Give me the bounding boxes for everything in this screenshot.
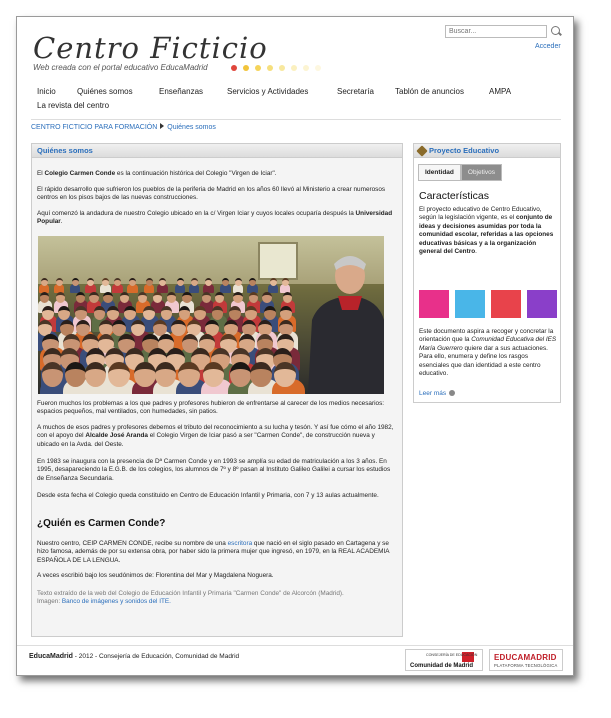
- browser-page: [16, 16, 574, 676]
- audience-head: [262, 292, 271, 303]
- audience-head: [194, 306, 206, 320]
- audience-head: [94, 306, 106, 320]
- arrow-circle-icon: [449, 390, 455, 396]
- color-swatches: [419, 290, 557, 318]
- dot: [231, 65, 237, 71]
- text: Imagen:: [37, 598, 62, 605]
- audience-head: [108, 362, 129, 387]
- breadcrumb: [31, 123, 216, 131]
- audience-head: [264, 306, 276, 320]
- bold-text: conjunto de ideas y decisiones asumidas por toda la comunidad escolar, referidas a las opciones educativas básicas y a la organización general del Centro: [419, 214, 554, 256]
- nav-item-revista[interactable]: La revista del centro: [37, 101, 110, 110]
- audience-head: [235, 278, 242, 286]
- audience-head: [65, 362, 86, 387]
- dot: [303, 65, 309, 71]
- logo-big-text: Comunidad de Madrid: [410, 663, 473, 669]
- bold-text: Universidad Popular: [37, 210, 393, 226]
- audience-head: [182, 292, 191, 303]
- main-panel-heading: Quiénes somos: [32, 144, 402, 158]
- text: El proyecto educativo de Centro Educativo, según la legislación vigente, es el: [419, 206, 542, 222]
- audience-head: [171, 320, 185, 336]
- audience-head: [72, 278, 79, 286]
- audience-head: [280, 306, 292, 320]
- paragraph-inauguration: En 1983 se inaugura con la presencia de Dª Carmen Conde y en 1993 se amplía su edad de matriculación a los 3 años. En 1995, desapareciendo la E.G.B. de los colegios, los alumnos de 7º y 8º pasan al Instituto Galileo Galilei a cursar los estudios de Enseñanza Secundaria.: [37, 458, 391, 482]
- read-more-label: Leer más: [419, 390, 447, 397]
- audience-head: [245, 306, 257, 320]
- audience-head: [42, 306, 54, 320]
- site-tagline: Web creada con el portal educativo EducaMadrid: [33, 63, 208, 72]
- audience-head: [103, 292, 112, 303]
- tab-identidad[interactable]: Identidad: [418, 164, 461, 181]
- audience-head: [107, 306, 119, 320]
- audience-head: [233, 292, 242, 303]
- audience-head: [283, 292, 292, 303]
- text: el Colegio Virgen de Iciar pasó a ser "Carmen Conde", de construcción nueva y ubicado en la Avda. del Oeste.: [37, 432, 375, 448]
- footer-copyright: - 2012 - Consejería de Educación, Comunidad de Madrid: [72, 653, 240, 660]
- swatch-image: [491, 290, 521, 318]
- source-note: Texto extraído de la web del Colegio de Educación Infantil y Primaria "Carmen Conde" de Alcorcón (Madrid).: [37, 590, 344, 597]
- paragraph-development: El rápido desarrollo que sufrieron los pueblos de la periferia de Madrid en los años 60 llevó al Ministerio a crear numerosos centros en los pisos bajos de las nuevas construcciones.: [37, 186, 386, 202]
- dot: [267, 65, 273, 71]
- sidebar-heading: [414, 144, 560, 158]
- audience-head: [191, 278, 198, 286]
- audience-head: [134, 362, 155, 387]
- audience-head: [167, 292, 176, 303]
- audience-head: [76, 292, 85, 303]
- audience-head: [212, 306, 224, 320]
- decorative-dots: [231, 65, 321, 71]
- audience-head: [85, 362, 106, 387]
- audience-head: [177, 278, 184, 286]
- audience-head: [203, 362, 224, 387]
- audience-head: [143, 306, 155, 320]
- text: es la continuación histórica del Colegio "Virgen de Iciar".: [115, 170, 277, 177]
- text: quiere dar a sus actuaciones. Para ello, enumera y define los rasgos esenciales que dan identidad a este centro educativo.: [419, 344, 548, 378]
- section-heading-carmen-conde: ¿Quién es Carmen Conde?: [37, 518, 166, 529]
- text: .: [60, 218, 63, 226]
- audience-head: [56, 278, 63, 286]
- bold-text: Colegio Carmen Conde: [44, 170, 116, 177]
- audience-head: [155, 362, 176, 387]
- dot: [279, 65, 285, 71]
- audience-head: [270, 278, 277, 286]
- audience-head: [138, 292, 147, 303]
- nav-item-secretaria[interactable]: Secretaría: [337, 87, 374, 96]
- paragraph-tribute: [37, 424, 395, 449]
- sidebar-paragraph-document: [419, 328, 557, 378]
- paragraph-beginnings: [37, 210, 395, 227]
- classroom-photo: [38, 236, 384, 394]
- audience-head: [153, 292, 162, 303]
- paragraph-problems: Fueron muchos los problemas a los que padres y profesores hubieron de enfrentarse al carecer de los medios necesarios: espacios pequeños, mal ventilados, con humedades, sin patios.: [37, 400, 385, 416]
- sidebar-tabs: [418, 164, 502, 181]
- image-credit: [37, 598, 395, 606]
- site-title[interactable]: Centro Ficticio: [33, 31, 268, 65]
- nav-item-ensenanzas[interactable]: Enseñanzas: [159, 87, 204, 96]
- audience-head: [75, 306, 87, 320]
- audience-head: [40, 292, 49, 303]
- login-link[interactable]: Acceder: [535, 43, 561, 50]
- logo-small-text: CONSEJERÍA DE EDUCACIÓN: [426, 653, 478, 657]
- educamadrid-logo[interactable]: [489, 649, 563, 671]
- swatch-image: [455, 290, 485, 318]
- audience-head: [161, 306, 173, 320]
- breadcrumb-root[interactable]: CENTRO FICTICIO PARA FORMACIÓN: [31, 124, 158, 131]
- breadcrumb-current[interactable]: Quiénes somos: [167, 124, 216, 131]
- paragraph-pseudonyms: A veces escribió bajo los seudónimos de: Florentina del Mar y Magdalena Noguera.: [37, 572, 274, 579]
- audience-head: [274, 362, 295, 387]
- footer-text: [29, 653, 239, 660]
- audience-head: [229, 306, 241, 320]
- breadcrumb-arrow-icon: [160, 123, 164, 129]
- swatch-image: [419, 290, 449, 318]
- photo-window: [258, 242, 298, 280]
- logo-big-text: EDUCAMADRID: [494, 653, 557, 662]
- sidebar-title: Características: [419, 190, 490, 202]
- main-content-panel: [31, 143, 403, 637]
- text: El: [37, 170, 45, 177]
- dot: [291, 65, 297, 71]
- writer-link[interactable]: escritora: [227, 540, 253, 547]
- swatch-image: [527, 290, 557, 318]
- pencil-icon: [416, 145, 427, 156]
- text: A muchos de esos padres y profesores debemos el tributo del reconocimiento a su lucha y tesón. Y así fue cómo el año 1982, con el apoyo del: [37, 424, 394, 440]
- audience-head: [146, 278, 153, 286]
- search-input[interactable]: [445, 25, 547, 38]
- image-bank-link[interactable]: Banco de imágenes y sonidos del ITE.: [61, 598, 171, 605]
- audience-head: [41, 278, 48, 286]
- nav-item-tablon[interactable]: Tablón de anuncios: [395, 87, 464, 96]
- audience-head: [42, 362, 63, 387]
- dot: [243, 65, 249, 71]
- italic-text: Comunidad Educativa del IES María Guerrero: [419, 336, 557, 352]
- audience-head: [202, 292, 211, 303]
- nav-item-servicios[interactable]: Servicios y Actividades: [227, 87, 309, 96]
- dot: [255, 65, 261, 71]
- sidebar-heading-text: Proyecto Educativo: [429, 146, 500, 155]
- audience-head: [230, 362, 251, 387]
- audience-head: [124, 306, 136, 320]
- text: Este documento aspira a recoger y concretar la orientación que la: [419, 328, 554, 344]
- sidebar-paragraph-definition: [419, 206, 557, 256]
- audience-head: [178, 362, 199, 387]
- audience-head: [120, 292, 129, 303]
- paragraph-name-origin: [37, 540, 395, 565]
- footer-divider: [17, 645, 573, 646]
- nav-item-ampa[interactable]: AMPA: [489, 87, 512, 96]
- audience-head: [250, 362, 271, 387]
- audience-head: [282, 278, 289, 286]
- nav-item-quienes-somos[interactable]: Quiénes somos: [77, 87, 133, 96]
- footer-brand: EducaMadrid: [29, 653, 73, 660]
- speaker-figure: [298, 250, 384, 394]
- audience-head: [56, 292, 65, 303]
- text: .: [475, 248, 477, 256]
- text: que nació en el siglo pasado en Cartagena y se hizo famosa, además de por su extensa obra, por haber sido la primera mujer que ingresó, en 1979, en la REAL ACADEMIA ESPAÑOLA DE LA LENGUA.: [37, 540, 390, 564]
- audience-head: [179, 306, 191, 320]
- audience-head: [58, 306, 70, 320]
- audience-head: [249, 292, 258, 303]
- text: Nuestro centro, CEIP CARMEN CONDE, recibe su nombre de una: [37, 540, 228, 547]
- read-more-link[interactable]: [419, 390, 455, 397]
- nav-item-inicio[interactable]: Inicio: [37, 87, 56, 96]
- audience-head: [89, 292, 98, 303]
- paragraph-current: Desde esta fecha el Colegio queda constituido en Centro de Educación Infantil y Primaria, con 7 y 13 aulas actualmente.: [37, 492, 379, 499]
- comunidad-madrid-logo[interactable]: [405, 649, 483, 671]
- dot: [315, 65, 321, 71]
- bold-text: Alcalde José Aranda: [85, 432, 148, 440]
- search-icon[interactable]: [551, 26, 560, 35]
- paragraph-intro: [37, 170, 395, 178]
- logo-small-text: PLATAFORMA TECNOLÓGICA: [494, 663, 558, 668]
- tab-objetivos[interactable]: Objetivos: [461, 164, 502, 181]
- nav-divider: [31, 119, 561, 120]
- text: Aquí comenzó la andadura de nuestro Colegio ubicado en la c/ Virgen Iciar y cuyos locales ocuparía después la: [37, 210, 356, 217]
- project-sidebar: [413, 143, 561, 403]
